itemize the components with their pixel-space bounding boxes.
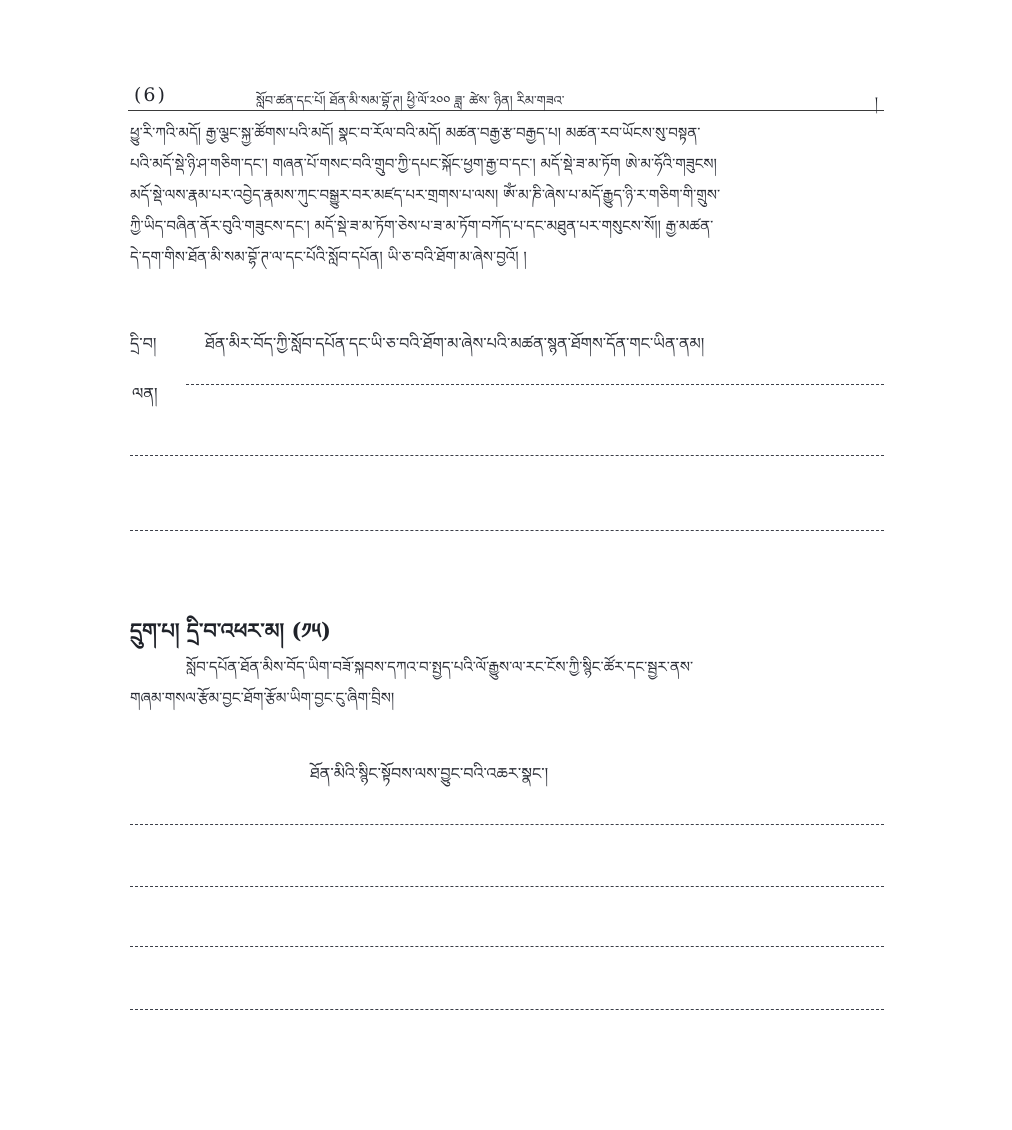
instruction-line: སློབ་དཔོན་ཐོན་མིས་བོད་ཡིག་བཟོ་སྐབས་དཀའ་བ་སྤྱད་པའི་ལོ་རྒྱུས་ལ་རང་ངོས་ཀྱི་སྙིང་ཚོར་དང་སྦྱར་ནས་: [186, 658, 694, 676]
section-instructions: [130, 652, 886, 714]
instruction-line: གཞམ་གསལ་རྩོམ་བྱང་ཐོག་རྩོམ་ཡིག་བྱང་ངུ་ཞིག་བྲིས།: [130, 689, 395, 707]
reading-paragraph: [130, 118, 886, 273]
answer-line[interactable]: [130, 455, 884, 456]
section-heading: དྲུག་པ། དྲི་བ་འཕར་མ།: [130, 619, 285, 643]
page-header: [128, 80, 884, 111]
answer-label: ལན།: [132, 384, 158, 403]
essay-line[interactable]: [130, 946, 884, 947]
question-text: ཐོན་མིར་བོད་ཀྱི་སློབ་དཔོན་དང་ཡི་ཅ་བའི་ཐོག་མ་ཞེས་པའི་མཚན་སྙན་ཐོགས་དོན་གང་ཡིན་ནམ།: [205, 334, 705, 353]
running-title: སློབ་ཚན་དང་པོ། ཐོན་མི་སམ་བྷོ་ཊ། ཕྱི་ལོ་༢༠༠ ཟླ་ ཚེས་ ཉིན། རིམ་གཟའ་: [256, 94, 565, 109]
essay-line[interactable]: [130, 824, 884, 825]
answer-line[interactable]: [130, 530, 884, 531]
header-shad-mark: །: [874, 95, 878, 111]
answer-line[interactable]: [186, 384, 884, 385]
essay-line[interactable]: [130, 886, 884, 887]
paragraph-line: ཀྱི་ཡིད་བཞིན་ནོར་བུའི་གཟུངས་དང་། མདོ་སྡེ་ཟ་མ་ཏོག་ཅེས་པ་ཟ་མ་ཏོག་བཀོད་པ་དང་མཐུན་པར་གསུངས་སོ།། རྒྱ་མཚན་: [130, 217, 714, 235]
essay-line[interactable]: [130, 1009, 884, 1010]
paragraph-line: ཕྱུ་རི་ཀའི་མདོ། རྒྱ་ལྕང་སྐྱ་ཚོགས་པའི་མདོ། སྣང་བ་རོལ་བའི་མདོ། མཚན་བརྒྱ་རྩ་བརྒྱད་པ། མཚན་རབ་ཡོངས་སུ་བསྟན་: [130, 124, 701, 142]
paragraph-line: དེ་དག་གིས་ཐོན་མི་སམ་བྷོ་ཊ་ལ་དང་པོའི་སློབ་དཔོན། ཡི་ཅ་བའི་ཐོག་མ་ཞེས་བྱའོ། །: [130, 248, 527, 266]
paragraph-line: མདོ་སྡེ་ལས་རྣམ་པར་འབྱེད་རྣམས་ཀུང་བསྒྱུར་བར་མཛད་པར་གྲགས་པ་ལས། ཨོཾ་མ་ཎི་ཞེས་པ་མདོ་རྒྱུད་ཉི་ར་གཅིག་གི་གྲུས་: [130, 186, 721, 204]
essay-title: ཐོན་མིའི་སྙིང་སྟོབས་ལས་བྱུང་བའི་འཆར་སྣང་།: [310, 764, 549, 783]
paragraph-line: པའི་མདོ་སྡེ་ཉི་ཤ་གཅིག་དང་། གཞན་པོ་གསང་བའི་གྲུབ་ཀྱི་དཔང་སྐོང་ཕྱག་རྒྱ་བ་དང་། མདོ་སྡེ་ཟ་མ་ཏོག ཨེ་མ་ཧོའི་གཟུངས།: [130, 155, 717, 173]
page-number: (6): [134, 84, 167, 106]
question-number: དྲི་བ།: [130, 334, 157, 353]
section-score: (༡༥): [291, 618, 331, 643]
question: [130, 326, 886, 371]
